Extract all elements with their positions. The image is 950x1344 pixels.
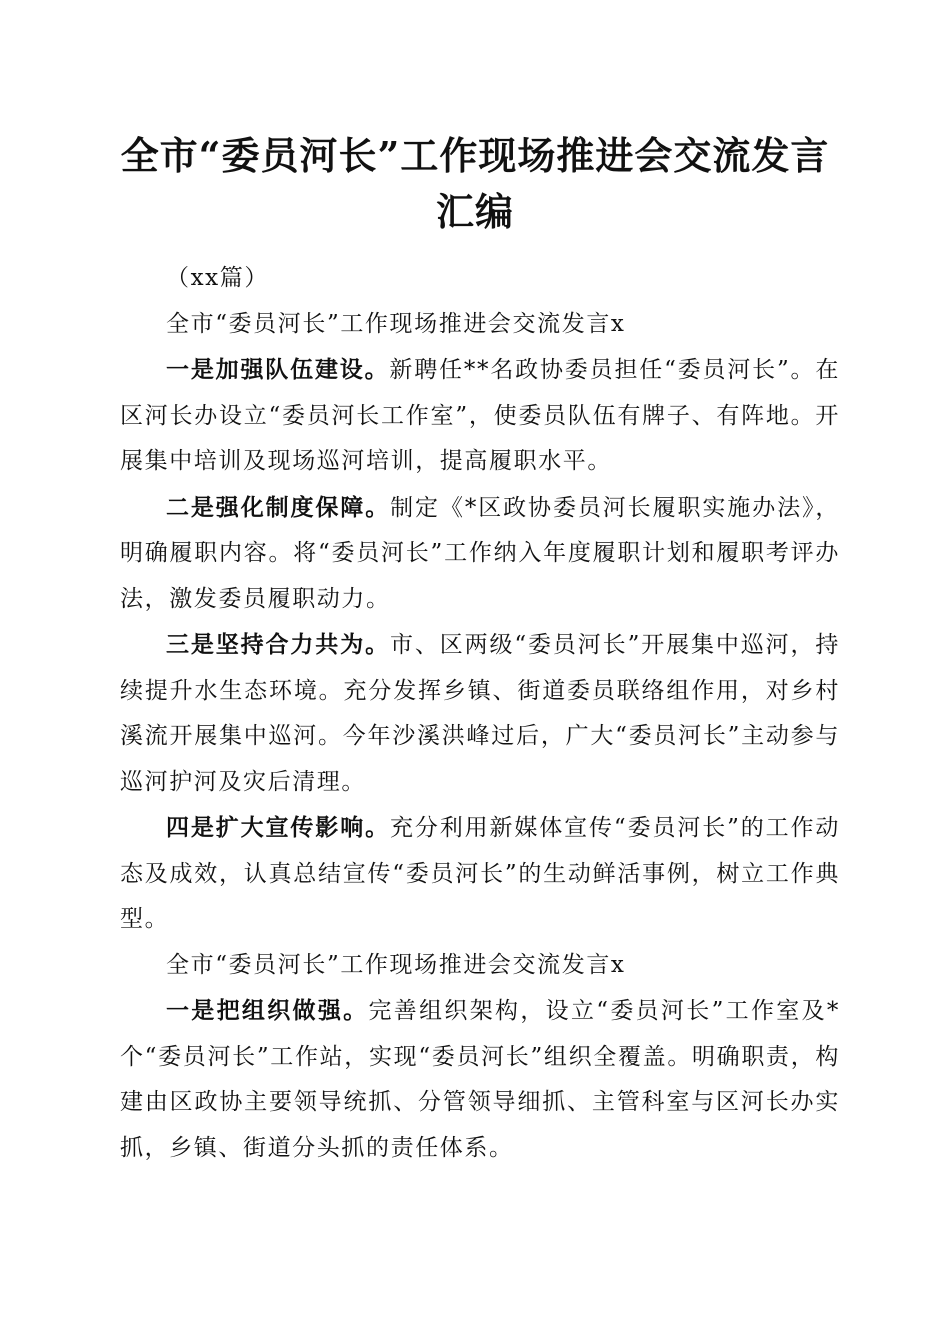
paragraph-text: （xx篇） [166, 265, 269, 291]
paragraph-publicity [120, 805, 840, 943]
paragraph-text: 完善组织架构，设立“委员河长”工作室及*个“委员河长”工作站，实现“委员河长”组织全覆盖。明确职责，构建由区政协主要领导统抓、分管领导细抓、主管科室与区河长办实抓，乡镇、街道分头抓的责任体系。 [120, 998, 840, 1161]
paragraph-lead: 一是把组织做强。 [166, 997, 369, 1024]
paragraph-text: 全市“委员河长”工作现场推进会交流发言x [166, 951, 626, 978]
document-body [120, 256, 840, 1171]
paragraph-lead: 二是强化制度保障。 [166, 493, 391, 521]
section-heading-2 [120, 943, 840, 989]
paragraph-text: 全市“委员河长”工作现场推进会交流发言x [166, 310, 626, 337]
paragraph-team-building [120, 347, 840, 485]
document-title: 全市“委员河长”工作现场推进会交流发言汇编 [120, 133, 830, 234]
paragraph-text: 新聘任**名政协委员担任“委员河长”。在区河长办设立“委员河长工作室”，使委员队伍有牌子、有阵地。开展集中培训及现场巡河培训，提高履职水平。 [120, 357, 840, 474]
paragraph-lead: 一是加强队伍建设。 [166, 356, 390, 383]
section-heading-1 [120, 302, 840, 348]
paragraph-text: 市、区两级“委员河长”开展集中巡河，持续提升水生态环境。充分发挥乡镇、街道委员联络组作用，对乡村溪流开展集中巡河。今年沙溪洪峰过后，广大“委员河长”主动参与巡河护河及灾后清理。 [120, 632, 840, 795]
paragraph-text: 充分利用新媒体宣传“委员河长”的工作动态及成效，认真总结宣传“委员河长”的生动鲜活事例，树立工作典型。 [120, 815, 840, 932]
paragraph-count-note [120, 256, 840, 302]
paragraph-text: 制定《*区政协委员河长履职实施办法》，明确履职内容。将“委员河长”工作纳入年度履职计划和履职考评办法，激发委员履职动力。 [120, 494, 840, 612]
paragraph-lead: 四是扩大宣传影响。 [166, 814, 390, 841]
paragraph-joint-effort [120, 622, 840, 805]
paragraph-lead: 三是坚持合力共为。 [166, 631, 390, 658]
paragraph-system-guarantee [120, 485, 840, 623]
paragraph-organization [120, 988, 840, 1171]
